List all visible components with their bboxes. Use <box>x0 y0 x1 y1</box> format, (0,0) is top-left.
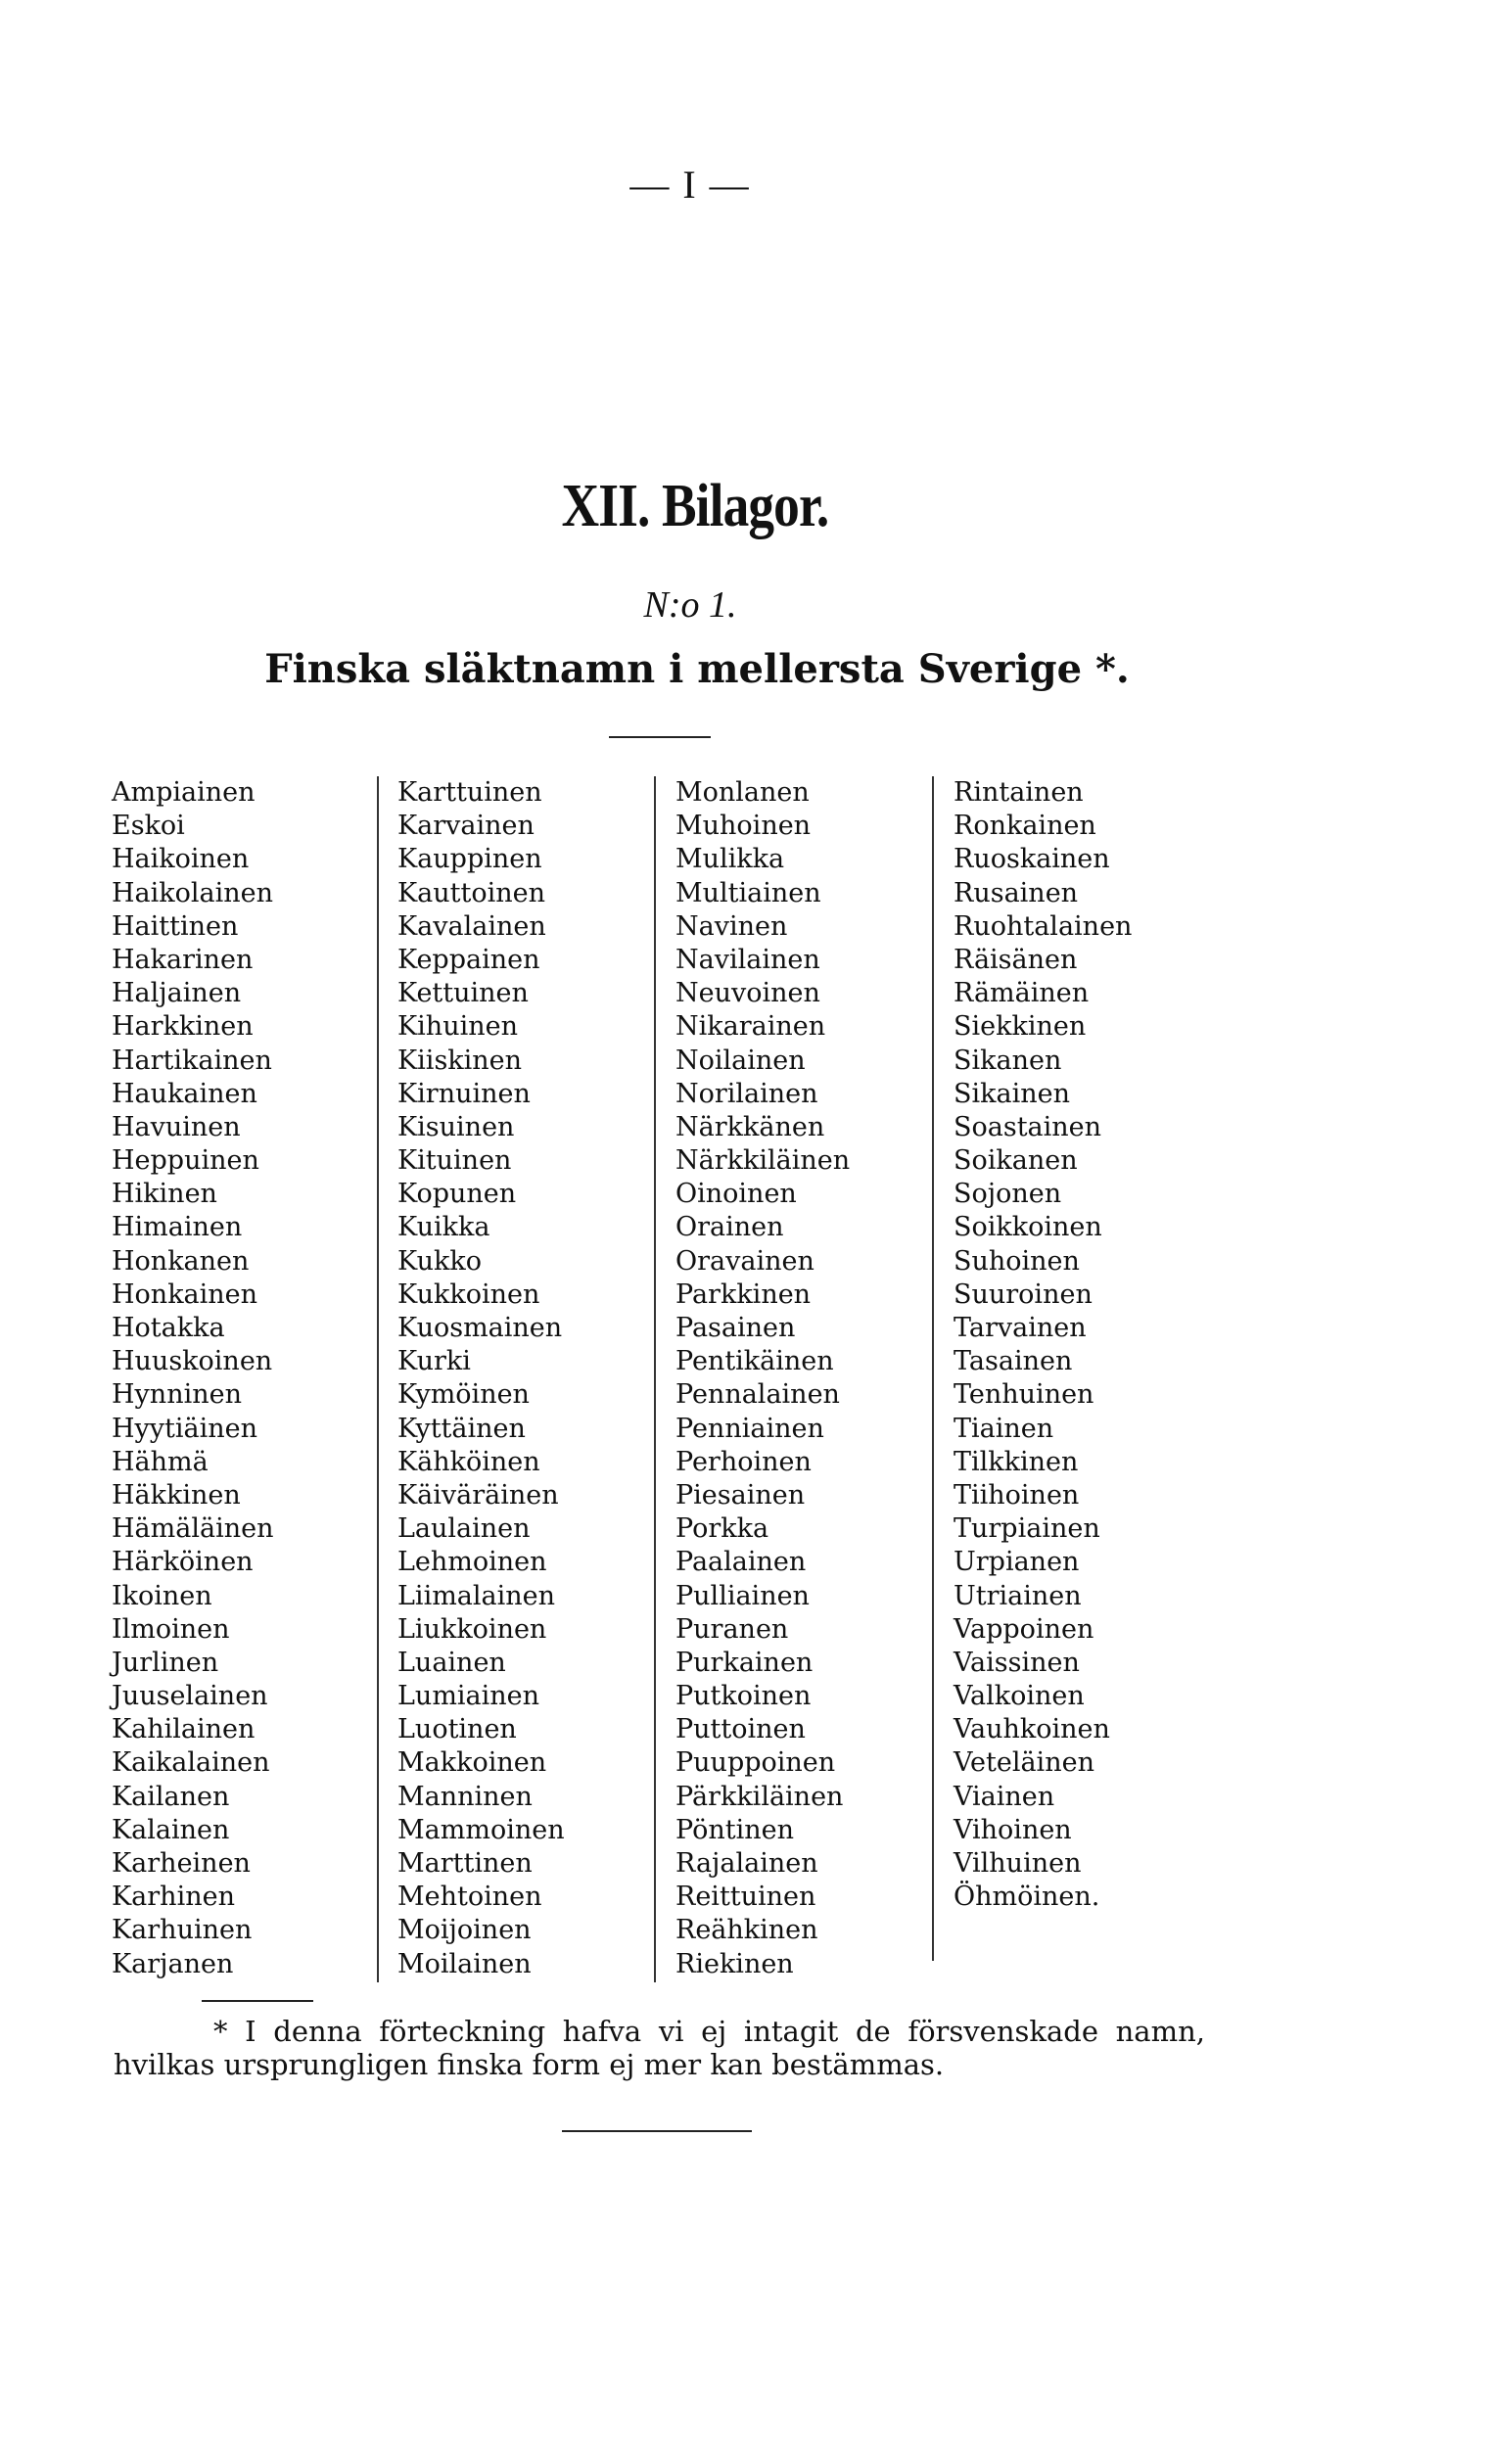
surname-item: Kiiskinen <box>397 1045 523 1076</box>
surname-item: Ruoskainen <box>954 844 1110 875</box>
surname-item: Sikainen <box>954 1078 1070 1109</box>
surname-item: Karhuinen <box>112 1915 253 1946</box>
surname-item: Hotakka <box>112 1313 225 1343</box>
surname-item: Pärkkiläinen <box>675 1781 844 1812</box>
surname-item: Makkoinen <box>397 1747 547 1779</box>
surname-item: Kyttäinen <box>397 1413 526 1444</box>
surname-item: Tilkkinen <box>954 1446 1079 1477</box>
surname-item: Närkkiläinen <box>675 1145 851 1177</box>
surname-item: Kurki <box>397 1346 471 1377</box>
surname-item: Rämäinen <box>954 978 1090 1009</box>
surname-item: Pasainen <box>675 1313 796 1343</box>
surname-item: Navilainen <box>675 944 820 975</box>
surname-item: Kettuinen <box>397 978 529 1009</box>
surname-item: Karhinen <box>112 1882 235 1913</box>
surname-item: Suuroinen <box>954 1278 1093 1310</box>
surname-item: Tarvainen <box>954 1313 1087 1343</box>
surname-item: Soastainen <box>954 1111 1102 1142</box>
surname-item: Ampiainen <box>112 777 256 808</box>
surname-item: Rintainen <box>954 777 1084 808</box>
name-column-4 <box>932 776 1132 1961</box>
surname-item: Parkkinen <box>675 1278 812 1310</box>
surname-item: Härköinen <box>112 1547 254 1578</box>
surname-item: Pennalainen <box>675 1379 840 1411</box>
surname-item: Suhoinen <box>954 1245 1080 1277</box>
surname-item: Kisuinen <box>397 1111 515 1142</box>
surname-item: Reittuinen <box>675 1882 816 1913</box>
surname-item: Ruohtalainen <box>954 910 1133 942</box>
surname-item: Kukkoinen <box>397 1278 540 1310</box>
surname-item: Ilmoinen <box>112 1613 230 1645</box>
surname-item: Kirnuinen <box>397 1078 531 1109</box>
surname-item: Soikanen <box>954 1145 1078 1177</box>
surname-item: Liukkoinen <box>397 1613 547 1645</box>
surname-item: Kailanen <box>112 1781 230 1812</box>
surname-item: Utriainen <box>954 1580 1082 1611</box>
surname-item: Mulikka <box>675 844 785 875</box>
surname-item: Karjanen <box>112 1948 234 1979</box>
surname-item: Harkkinen <box>112 1011 254 1043</box>
surname-item: Moijoinen <box>397 1915 532 1946</box>
surname-item: Noilainen <box>675 1045 806 1076</box>
surname-item: Kituinen <box>397 1145 512 1177</box>
name-column-3 <box>654 776 850 1982</box>
surname-item: Urpianen <box>954 1547 1080 1578</box>
surname-item: Norilainen <box>675 1078 818 1109</box>
surname-item: Vauhkoinen <box>954 1714 1110 1745</box>
surname-item: Kauppinen <box>397 844 542 875</box>
surname-item: Kaikalainen <box>112 1747 270 1779</box>
surname-item: Pulliainen <box>675 1580 810 1611</box>
surname-item: Keppainen <box>397 944 540 975</box>
surname-item: Honkanen <box>112 1245 250 1277</box>
surname-item: Haikoinen <box>112 844 250 875</box>
surname-item: Valkoinen <box>954 1681 1085 1712</box>
surname-item: Käiväräinen <box>397 1479 559 1511</box>
name-column-2 <box>377 776 565 1982</box>
surname-item: Karttuinen <box>397 777 542 808</box>
surname-item: Turpiainen <box>954 1513 1100 1545</box>
surname-item: Kopunen <box>397 1179 517 1210</box>
surname-item: Lumiainen <box>397 1681 540 1712</box>
surname-item: Navinen <box>675 910 788 942</box>
surname-item: Liimalainen <box>397 1580 556 1611</box>
appendix-title: Finska släktnamn i mellersta Sverige *. <box>264 646 1130 692</box>
surname-item: Kihuinen <box>397 1011 518 1043</box>
page-number: — I — <box>629 163 751 207</box>
surname-item: Puttoinen <box>675 1714 806 1745</box>
surname-item: Veteläinen <box>954 1747 1094 1779</box>
surname-item: Vappoinen <box>954 1613 1094 1645</box>
surname-item: Rajalainen <box>675 1848 818 1879</box>
surname-item: Orainen <box>675 1212 784 1243</box>
surname-item: Reähkinen <box>675 1915 818 1946</box>
surname-item: Viainen <box>954 1781 1055 1812</box>
surname-item: Tiihoinen <box>954 1479 1080 1511</box>
name-column-1 <box>112 776 273 1982</box>
surname-item: Hähmä <box>112 1446 209 1477</box>
surname-item: Nikarainen <box>675 1011 826 1043</box>
bottom-rule <box>562 2130 752 2132</box>
surname-item: Kauttoinen <box>397 877 546 908</box>
surname-item: Puranen <box>675 1613 789 1645</box>
surname-item: Pöntinen <box>675 1814 794 1845</box>
surname-item: Kuikka <box>397 1212 490 1243</box>
surname-item: Tasainen <box>954 1346 1073 1377</box>
surname-item: Hikinen <box>112 1179 217 1210</box>
surname-item: Karheinen <box>112 1848 251 1879</box>
surname-item: Kavalainen <box>397 910 546 942</box>
surname-item: Kymöinen <box>397 1379 530 1411</box>
surname-item: Monlanen <box>675 777 810 808</box>
surname-item: Moilainen <box>397 1948 532 1979</box>
surname-item: Tenhuinen <box>954 1379 1094 1411</box>
surname-item: Huuskoinen <box>112 1346 273 1377</box>
surname-item: Vihoinen <box>954 1814 1072 1845</box>
surname-item: Sikanen <box>954 1045 1062 1076</box>
surname-item: Haittinen <box>112 910 239 942</box>
surname-item: Tiainen <box>954 1413 1054 1444</box>
surname-item: Hartikainen <box>112 1045 272 1076</box>
surname-item: Ronkainen <box>954 811 1096 842</box>
surname-item: Riekinen <box>675 1948 794 1979</box>
surname-item: Vaissinen <box>954 1647 1080 1678</box>
surname-item: Perhoinen <box>675 1446 812 1477</box>
surname-item: Hämäläinen <box>112 1513 274 1545</box>
surname-item: Mehtoinen <box>397 1882 542 1913</box>
surname-item: Muhoinen <box>675 811 812 842</box>
surname-item: Rusainen <box>954 877 1079 908</box>
surname-item: Puuppoinen <box>675 1747 836 1779</box>
surname-item: Haukainen <box>112 1078 257 1109</box>
surname-item: Himainen <box>112 1212 243 1243</box>
surname-item: Soikkoinen <box>954 1212 1102 1243</box>
surname-item: Putkoinen <box>675 1681 812 1712</box>
surname-item: Oinoinen <box>675 1179 797 1210</box>
surname-item: Karvainen <box>397 811 535 842</box>
surname-item: Juuselainen <box>112 1681 268 1712</box>
surname-item: Vilhuinen <box>954 1848 1082 1879</box>
surname-item: Ikoinen <box>112 1580 212 1611</box>
surname-item: Purkainen <box>675 1647 814 1678</box>
surname-item: Havuinen <box>112 1111 241 1142</box>
surname-item: Luotinen <box>397 1714 517 1745</box>
surname-item: Hynninen <box>112 1379 242 1411</box>
chapter-title: XII. Bilagor. <box>561 473 829 539</box>
surname-item: Laulainen <box>397 1513 531 1545</box>
surname-item: Kalainen <box>112 1814 230 1845</box>
surname-item: Haljainen <box>112 978 242 1009</box>
surname-item: Multiainen <box>675 877 821 908</box>
surname-item: Sojonen <box>954 1179 1062 1210</box>
surname-item: Hyytiäinen <box>112 1413 258 1444</box>
footnote: * I denna förteckning hafva vi ej intagit de försvenskade namn, hvilkas ursprungligen finska form ej mer kan bestämmas. <box>114 2015 1205 2081</box>
names-table <box>112 776 1198 1980</box>
surname-item: Porkka <box>675 1513 769 1545</box>
surname-item: Kähköinen <box>397 1446 540 1477</box>
surname-item: Manninen <box>397 1781 533 1812</box>
surname-item: Honkainen <box>112 1278 258 1310</box>
surname-item: Hakarinen <box>112 944 254 975</box>
surname-item: Pentikäinen <box>675 1346 834 1377</box>
surname-item: Luainen <box>397 1647 506 1678</box>
surname-item: Heppuinen <box>112 1145 259 1177</box>
surname-item: Mammoinen <box>397 1814 565 1845</box>
appendix-number: N:o 1. <box>643 584 737 626</box>
surname-item: Haikolainen <box>112 877 274 908</box>
surname-item: Kahilainen <box>112 1714 256 1745</box>
surname-item: Oravainen <box>675 1245 814 1277</box>
surname-item: Lehmoinen <box>397 1547 547 1578</box>
title-rule <box>609 736 711 738</box>
surname-item: Räisänen <box>954 944 1078 975</box>
surname-item: Öhmöinen. <box>954 1882 1100 1913</box>
surname-item: Paalainen <box>675 1547 807 1578</box>
surname-item: Kukko <box>397 1245 482 1277</box>
surname-item: Jurlinen <box>112 1647 219 1678</box>
surname-item: Penniainen <box>675 1413 824 1444</box>
surname-item: Piesainen <box>675 1479 806 1511</box>
surname-item: Marttinen <box>397 1848 533 1879</box>
surname-item: Häkkinen <box>112 1479 241 1511</box>
footnote-rule <box>202 2000 313 2002</box>
surname-item: Eskoi <box>112 811 185 842</box>
surname-item: Närkkänen <box>675 1111 825 1142</box>
surname-item: Siekkinen <box>954 1011 1087 1043</box>
surname-item: Neuvoinen <box>675 978 820 1009</box>
surname-item: Kuosmainen <box>397 1313 563 1343</box>
